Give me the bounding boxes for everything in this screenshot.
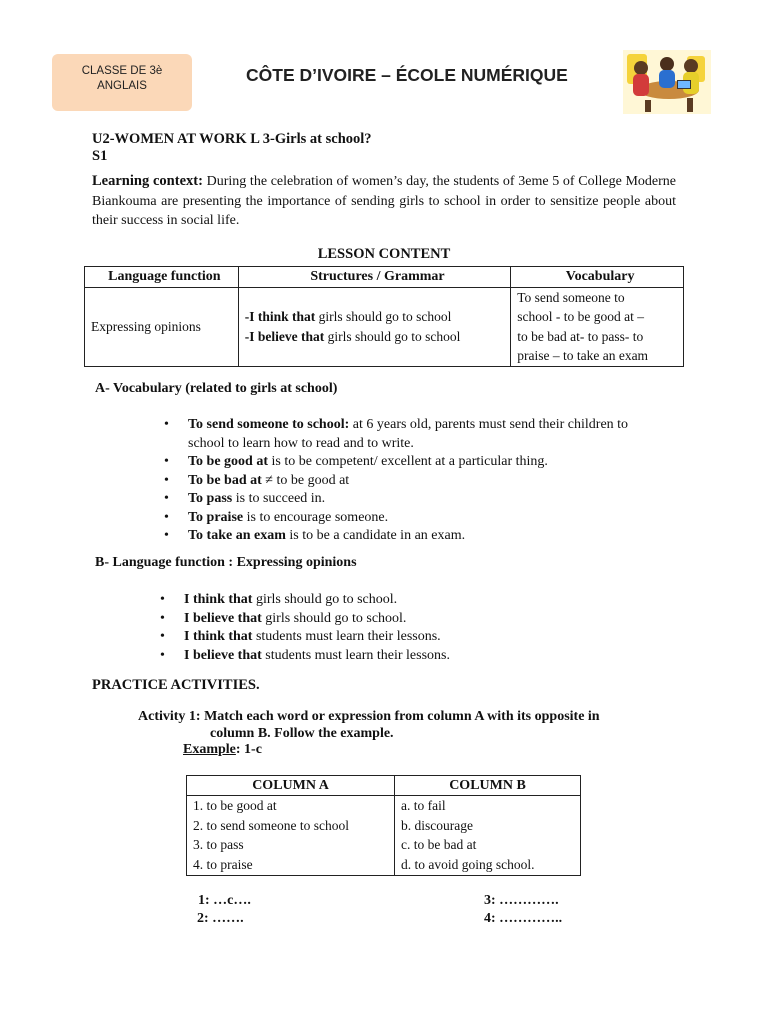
activity-line: column B. Follow the example. <box>210 725 394 741</box>
section-a-title: A- Vocabulary (related to girls at school) <box>95 381 338 396</box>
list-item: • To praise is to encourage someone. <box>188 509 688 528</box>
table-header-row <box>187 776 581 796</box>
matching-table <box>186 775 581 876</box>
table-row <box>85 287 684 366</box>
vocabulary-list <box>188 416 688 546</box>
list-item: • To send someone to school: at 6 years old, parents must send their children to school to learn how to read and to write. <box>188 416 688 453</box>
example-value: : 1-c <box>235 742 262 757</box>
class-level: CLASSE DE 3è <box>81 65 163 77</box>
table-row <box>187 796 581 876</box>
activity-instructions <box>138 709 600 742</box>
example-label: Example <box>183 742 236 757</box>
header-vocabulary: Vocabulary <box>511 267 684 288</box>
lesson-title: U2-WOMEN AT WORK L 3-Girls at school? <box>92 131 372 147</box>
session-label: S1 <box>92 148 108 164</box>
list-item: • I believe that students must learn their lessons. <box>184 647 634 666</box>
class-badge <box>52 54 192 111</box>
answer-blank-2[interactable]: 2: ……. <box>197 911 244 926</box>
context-label: Learning context: <box>92 173 203 189</box>
section-b-title: B- Language function : Expressing opinions <box>95 555 357 570</box>
lesson-heading <box>92 131 372 165</box>
lesson-content-table <box>84 266 684 367</box>
structure-line: -I think that girls should go to school <box>244 308 452 324</box>
header-language-function: Language function <box>85 267 239 288</box>
context-text: During the celebration of women’s day, the students of 3eme 5 of College Moderne Biankouma are presenting the importance of sending girls to school in order to sensitize people about their success in social life. <box>92 174 676 228</box>
structures-cell <box>238 287 510 366</box>
lesson-content-title: LESSON CONTENT <box>317 246 451 262</box>
function-cell: Expressing opinions <box>85 287 239 366</box>
students-illustration-icon <box>623 50 711 114</box>
activity-line: Activity 1: Match each word or expression from column A with its opposite in <box>138 709 600 724</box>
list-item: • I believe that girls should go to school. <box>184 610 634 629</box>
vocabulary-cell: To send someone to school - to be good at – to be bad at- to pass- to praise – to take an exam <box>511 287 684 366</box>
column-b-cell: a. to fail b. discourage c. to be bad at d. to avoid going school. <box>395 796 581 876</box>
answer-blank-4[interactable]: 4: ………….. <box>484 911 563 926</box>
list-item: • To be good at is to be competent/ excellent at a particular thing. <box>188 453 688 472</box>
header-column-a: COLUMN A <box>187 776 395 796</box>
header-structures: Structures / Grammar <box>238 267 510 288</box>
list-item: • To take an exam is to be a candidate in an exam. <box>188 527 688 546</box>
header-column-b: COLUMN B <box>395 776 581 796</box>
column-a-cell: 1. to be good at 2. to send someone to school 3. to pass 4. to praise <box>187 796 395 876</box>
table-header-row <box>85 267 684 288</box>
page-title: CÔTE D’IVOIRE – ÉCOLE NUMÉRIQUE <box>246 65 568 85</box>
list-item: • I think that students must learn their lessons. <box>184 628 634 647</box>
answer-blank-3[interactable]: 3: …………. <box>484 893 559 908</box>
structure-line: -I believe that girls should go to school <box>244 328 461 344</box>
list-item: • To pass is to succeed in. <box>188 490 688 509</box>
list-item: • I think that girls should go to school. <box>184 591 634 610</box>
practice-title: PRACTICE ACTIVITIES. <box>92 677 260 693</box>
opinions-list <box>184 591 634 665</box>
list-item: • To be bad at ≠ to be good at <box>188 472 688 491</box>
answer-blank-1[interactable]: 1: …c…. <box>198 893 251 908</box>
subject: ANGLAIS <box>97 80 147 92</box>
example <box>183 742 262 758</box>
learning-context <box>92 172 676 231</box>
